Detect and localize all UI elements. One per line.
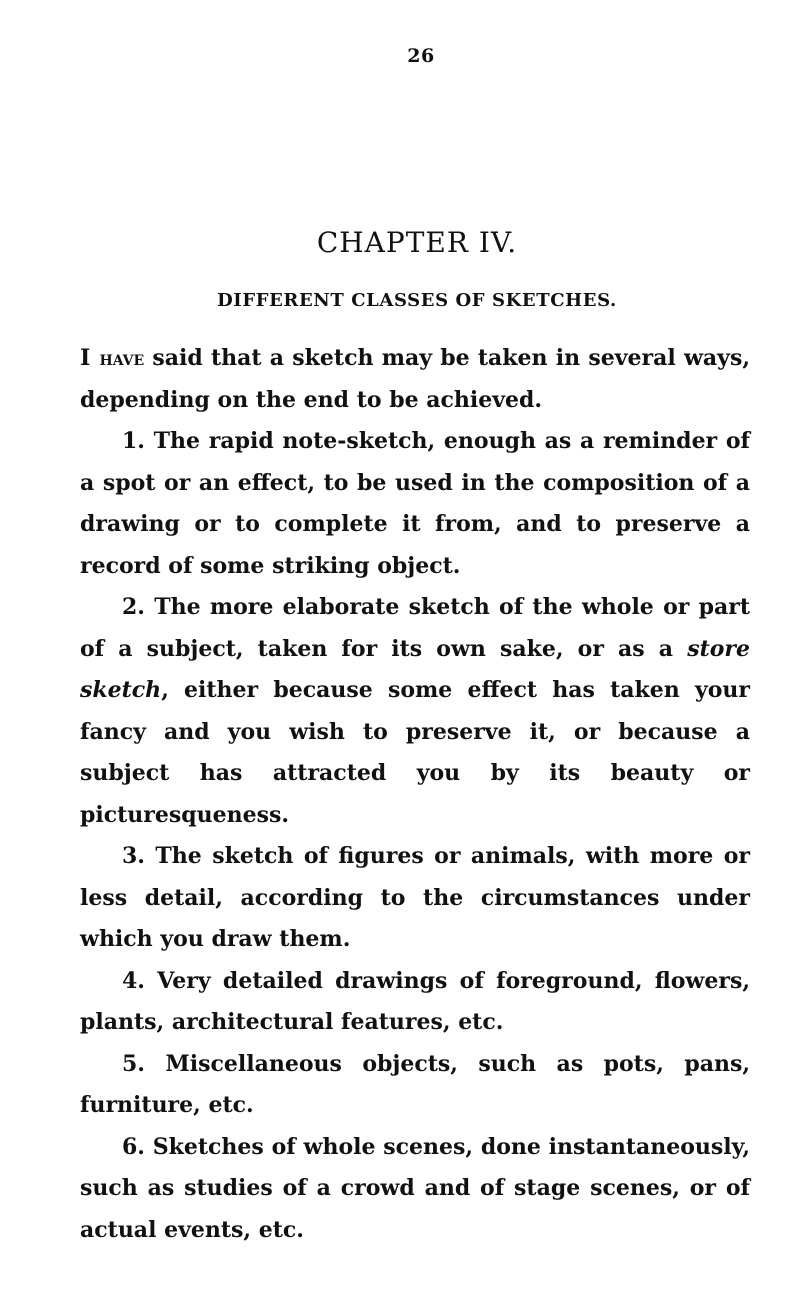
item-text: Miscellaneous objects, such as pots, pans, furniture, etc. bbox=[80, 1050, 750, 1118]
item-text-after: , either because some effect has taken your fancy and you wish to preserve it, or because a subject has attracted you by its beauty or picturesqueness. bbox=[80, 677, 750, 828]
item-number: 2. bbox=[122, 594, 145, 620]
item-number: 3. bbox=[122, 843, 145, 869]
chapter-body bbox=[80, 338, 750, 1251]
item-text: The sketch of figures or animals, with more or less detail, according to the circumstances under which you draw them. bbox=[80, 843, 750, 952]
list-item bbox=[80, 587, 750, 836]
item-emphasis: store sketch bbox=[80, 635, 750, 703]
item-number: 4. bbox=[122, 967, 145, 994]
chapter-subtitle: DIFFERENT CLASSES OF SKETCHES. bbox=[217, 290, 617, 311]
chapter-title: CHAPTER IV. bbox=[316, 226, 518, 259]
item-text: The rapid note-sketch, enough as a reminder of a spot or an effect, to be used in the composition of a drawing or to complete it from, and to preserve a record of some striking object. bbox=[80, 428, 750, 579]
intro-small-caps-word: have bbox=[99, 346, 145, 370]
list-item bbox=[80, 421, 750, 587]
item-number: 5. bbox=[122, 1050, 145, 1077]
list-item bbox=[80, 836, 750, 961]
item-text-before: The more elaborate sketch of the whole or part of a subject, taken for its own sake, or as a bbox=[80, 594, 750, 662]
page-number: 26 bbox=[407, 45, 435, 67]
item-number: 6. bbox=[122, 1133, 145, 1160]
item-text: Very detailed drawings of foreground, flowers, plants, architectural features, etc. bbox=[80, 967, 750, 1035]
intro-paragraph bbox=[80, 338, 750, 421]
list-item bbox=[80, 961, 750, 1044]
intro-text: said that a sketch may be taken in several ways, depending on the end to be achieved. bbox=[80, 345, 750, 413]
item-text: Sketches of whole scenes, done instantaneously, such as studies of a crowd and of stage scenes, or of actual events, etc. bbox=[80, 1133, 750, 1243]
item-number: 1. bbox=[122, 428, 145, 454]
intro-lead-word: I bbox=[80, 345, 100, 371]
list-item bbox=[80, 1127, 750, 1252]
list-item bbox=[80, 1044, 750, 1127]
